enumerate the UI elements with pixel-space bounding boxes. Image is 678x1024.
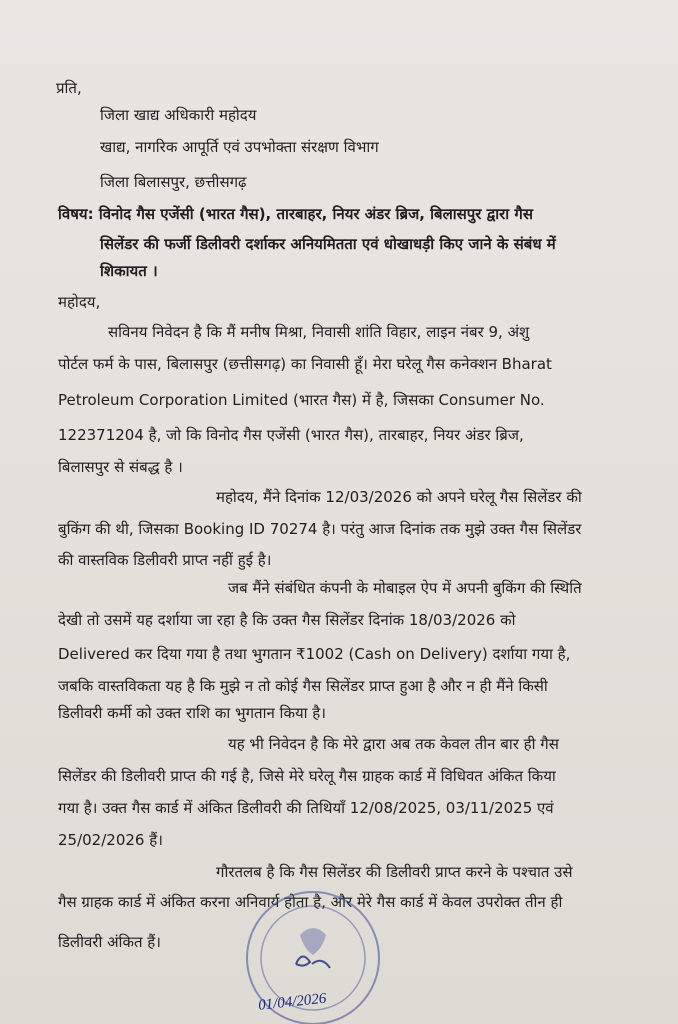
para5-line-3: डिलीवरी अंकित हैं। [58, 933, 161, 951]
para1-line-2: पोर्टल फर्म के पास, बिलासपुर (छत्तीसगढ़) का निवासी हूँ। मेरा घरेलू गैस कनेक्शन Bharat [58, 355, 552, 373]
para1-line-4: 122371204 है, जो कि विनोद गैस एजेंसी (भारत गैस), तारबाहर, नियर अंडर ब्रिज, [58, 426, 524, 444]
para4-line-4: 25/02/2026 हैं। [58, 831, 163, 849]
para3-line-3: Delivered कर दिया गया है तथा भुगतान ₹1002 (Cash on Delivery) दर्शाया गया है, [58, 645, 571, 663]
para5-line-1: गौरतलब है कि गैस सिलेंडर की डिलीवरी प्राप्त करने के पश्चात उसे [216, 863, 573, 881]
signature-scribble [296, 956, 330, 968]
para2-line-2: बुकिंग की थी, जिसका Booking ID 70274 है। परंतु आज दिनांक तक मुझे उक्त गैस सिलेंडर [58, 520, 582, 538]
recipient-line-2: खाद्य, नागरिक आपूर्ति एवं उपभोक्ता संरक्षण विभाग [100, 138, 379, 156]
para3-line-4: जबकि वास्तविकता यह है कि मुझे न तो कोई गैस सिलेंडर प्राप्त हुआ है और न ही मैंने किसी [58, 677, 548, 695]
para1-line-3: Petroleum Corporation Limited (भारत गैस) में है, जिसका Consumer No. [58, 391, 545, 409]
recipient-line-3: जिला बिलासपुर, छत्तीसगढ़ [100, 173, 247, 191]
recipient-line-1: जिला खाद्य अधिकारी महोदय [100, 106, 257, 124]
para4-line-1: यह भी निवेदन है कि मेरे द्वारा अब तक केवल तीन बार ही गैस [228, 735, 559, 753]
para2-line-1: महोदय, मैंने दिनांक 12/03/2026 को अपने घरेलू गैस सिलेंडर की [216, 488, 582, 506]
subject-line-1: विषय: विनोद गैस एजेंसी (भारत गैस), तारबाहर, नियर अंडर ब्रिज, बिलासपुर द्वारा गैस [58, 205, 533, 223]
received-stamp [238, 880, 388, 1024]
stamp-emblem [300, 928, 326, 955]
para4-line-2: सिलेंडर की डिलीवरी प्राप्त की गई है, जिसे मेरे घरेलू गैस ग्राहक कार्ड में विधिवत अंकित किया [58, 767, 556, 785]
para1-line-1: सविनय निवेदन है कि मैं मनीष मिश्रा, निवासी शांति विहार, लाइन नंबर 9, अंशु [108, 323, 530, 341]
stamp-date-text: 01/04/2026 [257, 990, 328, 1014]
para4-line-3: गया है। उक्त गैस कार्ड में अंकित डिलीवरी की तिथियाँ 12/08/2025, 03/11/2025 एवं [58, 799, 554, 817]
subject-line-3: शिकायत । [100, 262, 158, 280]
para3-line-1: जब मैंने संबंधित कंपनी के मोबाइल ऐप में अपनी बुकिंग की स्थिति [228, 579, 582, 597]
para1-line-5: बिलासपुर से संबद्ध है । [58, 458, 183, 476]
salutation-to: प्रति, [56, 79, 82, 97]
para5-line-2: गैस ग्राहक कार्ड में अंकित करना अनिवार्य होता है, और मेरे गैस कार्ड में केवल उपरोक्त तीन ही [58, 893, 563, 911]
para3-line-2: देखी तो उसमें यह दर्शाया जा रहा है कि उक्त गैस सिलेंडर दिनांक 18/03/2026 को [58, 611, 516, 629]
para3-line-5: डिलीवरी कर्मी को उक्त राशि का भुगतान किया है। [58, 704, 326, 722]
subject-line-2: सिलेंडर की फर्जी डिलीवरी दर्शाकर अनियमितता एवं धोखाधड़ी किए जाने के संबंध में [100, 235, 556, 253]
greeting: महोदय, [58, 293, 101, 311]
para2-line-3: की वास्तविक डिलीवरी प्राप्त नहीं हुई है। [58, 551, 272, 569]
